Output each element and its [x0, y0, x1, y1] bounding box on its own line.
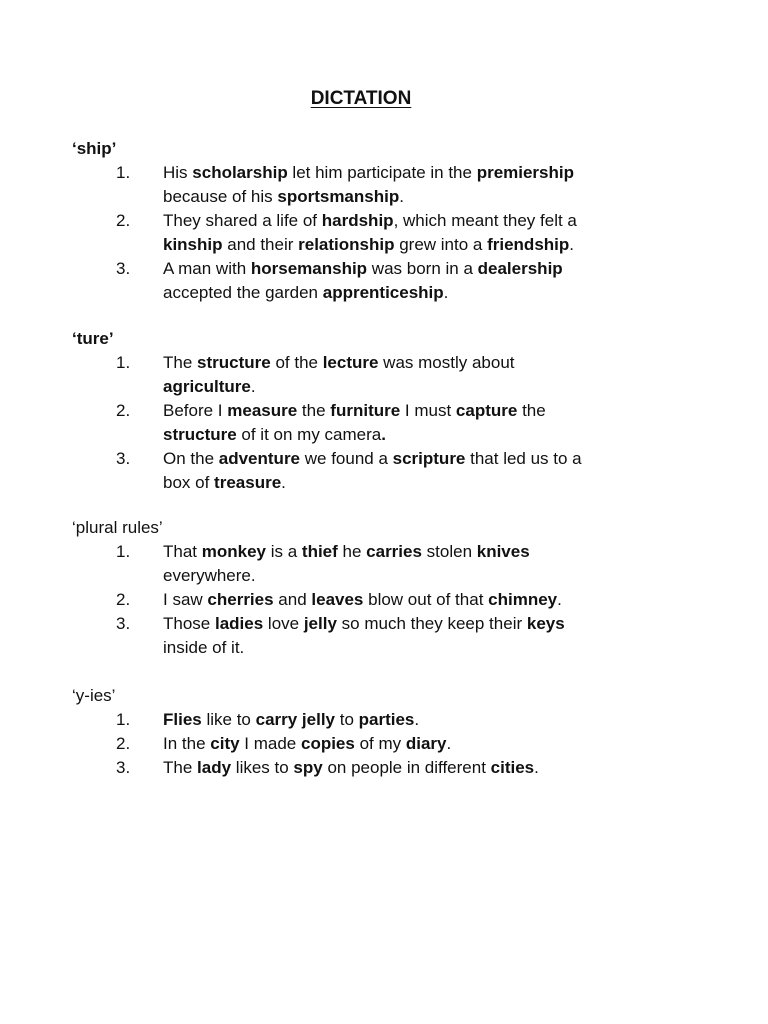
- sentence-text: to: [335, 710, 359, 729]
- sentence-item: [72, 540, 672, 588]
- spelling-word: keys: [526, 614, 565, 633]
- spelling-word: jelly: [303, 614, 337, 633]
- sentence-text: so much they keep their: [336, 614, 527, 633]
- sentence-line: [163, 708, 672, 732]
- sentence-text: , which meant they felt a: [393, 211, 577, 230]
- sentence-text: was mostly about: [378, 353, 515, 372]
- spelling-word: .: [381, 425, 386, 444]
- spelling-word: parties: [358, 710, 415, 729]
- sentence-text: .: [443, 283, 449, 302]
- sentence-text: let him participate in the: [287, 163, 477, 182]
- sentence-text: .: [399, 187, 404, 206]
- spelling-word: monkey: [201, 542, 266, 561]
- sentence-line: [163, 447, 672, 471]
- spelling-word: leaves: [311, 590, 364, 609]
- spelling-word: thief: [301, 542, 338, 561]
- sentence-line: [163, 612, 672, 636]
- spelling-word: sportsmanship: [277, 187, 400, 206]
- item-number: 3.: [116, 614, 131, 633]
- sentence-line: [163, 423, 672, 447]
- sentence-text: was born in a: [367, 259, 478, 278]
- spelling-word: carries: [366, 542, 422, 561]
- section-heading: ‘y-ies’: [72, 686, 116, 705]
- spelling-word: cherries: [207, 590, 274, 609]
- sentence-text: we found a: [300, 449, 393, 468]
- sentence-text: everywhere.: [163, 566, 256, 585]
- sentence-text: he: [337, 542, 367, 561]
- sentence-text: His: [163, 163, 193, 182]
- spelling-word: structure: [163, 425, 237, 444]
- sentence-line: [163, 636, 672, 660]
- spelling-word: apprenticeship: [322, 283, 444, 302]
- sentence-text: and their: [222, 235, 299, 254]
- spelling-word: Flies: [163, 710, 202, 729]
- spelling-word: scholarship: [192, 163, 288, 182]
- section-heading: ‘ture’: [72, 329, 114, 348]
- sentence-list: [72, 351, 672, 495]
- sentence-text: blow out of that: [363, 590, 489, 609]
- spelling-word: copies: [300, 734, 355, 753]
- item-number: 3.: [116, 449, 131, 468]
- sentence-line: [163, 756, 672, 780]
- spelling-word: capture: [455, 401, 518, 420]
- sentence-text: .: [446, 734, 452, 753]
- sentence-text: I must: [400, 401, 456, 420]
- spelling-word: diary: [405, 734, 447, 753]
- sentence-line: [163, 209, 672, 233]
- spelling-word: hardship: [321, 211, 394, 230]
- section-heading: ‘ship’: [72, 139, 117, 158]
- item-number: 2.: [116, 734, 131, 753]
- sentence-text: A man with: [163, 259, 251, 278]
- sentence-line: [163, 564, 672, 588]
- item-number: 3.: [116, 259, 131, 278]
- sentence-line: [163, 281, 672, 305]
- sentence-text: because of his: [163, 187, 278, 206]
- spelling-word: measure: [227, 401, 298, 420]
- spelling-word: lecture: [322, 353, 379, 372]
- spelling-word: treasure: [214, 473, 282, 492]
- sentence-line: [163, 161, 672, 185]
- spelling-word: scripture: [392, 449, 466, 468]
- spelling-word: spy: [293, 758, 323, 777]
- sentence-list: [72, 708, 672, 780]
- item-number: 1.: [116, 710, 131, 729]
- section-ship: [72, 137, 672, 305]
- section-heading: ‘plural rules’: [72, 518, 163, 537]
- section-plural-rules: [72, 516, 672, 660]
- sentence-text: .: [281, 473, 286, 492]
- sentence-item: [72, 161, 672, 209]
- sentence-line: [163, 540, 672, 564]
- sentence-text: of the: [270, 353, 323, 372]
- item-number: 1.: [116, 163, 131, 182]
- spelling-word: cities: [490, 758, 535, 777]
- sentence-text: that led us to a: [465, 449, 582, 468]
- sentence-text: I saw: [163, 590, 208, 609]
- spelling-word: kinship: [163, 235, 223, 254]
- sentence-text: .: [569, 235, 574, 254]
- spelling-word: ladies: [214, 614, 264, 633]
- section-ture: [72, 327, 672, 495]
- sentence-text: stolen: [421, 542, 477, 561]
- sentence-text: On the: [163, 449, 219, 468]
- sentence-item: [72, 257, 672, 305]
- sentence-text: I made: [239, 734, 301, 753]
- spelling-word: agriculture: [163, 377, 251, 396]
- sentence-item: [72, 351, 672, 399]
- sentence-line: [163, 375, 672, 399]
- sentence-text: on people in different: [322, 758, 491, 777]
- sentence-text: of it on my camera: [236, 425, 382, 444]
- sentence-text: love: [263, 614, 304, 633]
- sentence-line: [163, 732, 672, 756]
- sentence-text: That: [163, 542, 202, 561]
- sentence-text: the: [517, 401, 546, 420]
- sentence-text: is a: [266, 542, 302, 561]
- sentence-text: Before I: [163, 401, 228, 420]
- sentence-line: [163, 471, 672, 495]
- spelling-word: horsemanship: [250, 259, 368, 278]
- sentence-item: [72, 447, 672, 495]
- sentence-text: likes to: [231, 758, 294, 777]
- sentence-item: [72, 209, 672, 257]
- section-y-ies: [72, 684, 672, 780]
- sentence-text: They shared a life of: [163, 211, 322, 230]
- sentence-text: In the: [163, 734, 211, 753]
- sentence-list: [72, 540, 672, 660]
- sentence-text: grew into a: [394, 235, 488, 254]
- sentence-line: [163, 399, 672, 423]
- item-number: 2.: [116, 590, 131, 609]
- sentence-item: [72, 588, 672, 612]
- spelling-word: carry jelly: [255, 710, 336, 729]
- spelling-word: structure: [197, 353, 271, 372]
- sentence-text: .: [557, 590, 562, 609]
- sentence-item: [72, 732, 672, 756]
- spelling-word: city: [210, 734, 240, 753]
- sentence-text: and: [273, 590, 312, 609]
- spelling-word: dealership: [477, 259, 563, 278]
- sentence-item: [72, 756, 672, 780]
- sentence-line: [163, 185, 672, 209]
- sentence-text: like to: [201, 710, 256, 729]
- spelling-word: relationship: [298, 235, 395, 254]
- spelling-word: premiership: [476, 163, 574, 182]
- spelling-word: furniture: [330, 401, 401, 420]
- item-number: 1.: [116, 542, 131, 561]
- sentence-text: .: [534, 758, 539, 777]
- sentence-text: .: [414, 710, 420, 729]
- spelling-word: knives: [476, 542, 530, 561]
- sentence-text: box of: [163, 473, 215, 492]
- sentence-text: accepted the garden: [163, 283, 323, 302]
- item-number: 3.: [116, 758, 131, 777]
- sentence-item: [72, 399, 672, 447]
- sentence-text: .: [250, 377, 256, 396]
- page-title: DICTATION: [310, 88, 412, 109]
- spelling-word: adventure: [218, 449, 301, 468]
- sentence-item: [72, 612, 672, 660]
- sentence-text: of my: [354, 734, 406, 753]
- sentence-line: [163, 257, 672, 281]
- spelling-word: lady: [197, 758, 232, 777]
- spelling-word: chimney: [488, 590, 558, 609]
- sentence-text: The: [163, 353, 198, 372]
- sentence-text: inside of it.: [163, 638, 245, 657]
- sentence-text: the: [297, 401, 331, 420]
- item-number: 2.: [116, 401, 131, 420]
- sentence-list: [72, 161, 672, 305]
- sentence-line: [163, 233, 672, 257]
- sentence-text: Those: [163, 614, 215, 633]
- sentence-line: [163, 588, 672, 612]
- sentence-line: [163, 351, 672, 375]
- spelling-word: friendship: [487, 235, 570, 254]
- item-number: 1.: [116, 353, 131, 372]
- sentence-text: The: [163, 758, 198, 777]
- sentence-item: [72, 708, 672, 732]
- item-number: 2.: [116, 211, 131, 230]
